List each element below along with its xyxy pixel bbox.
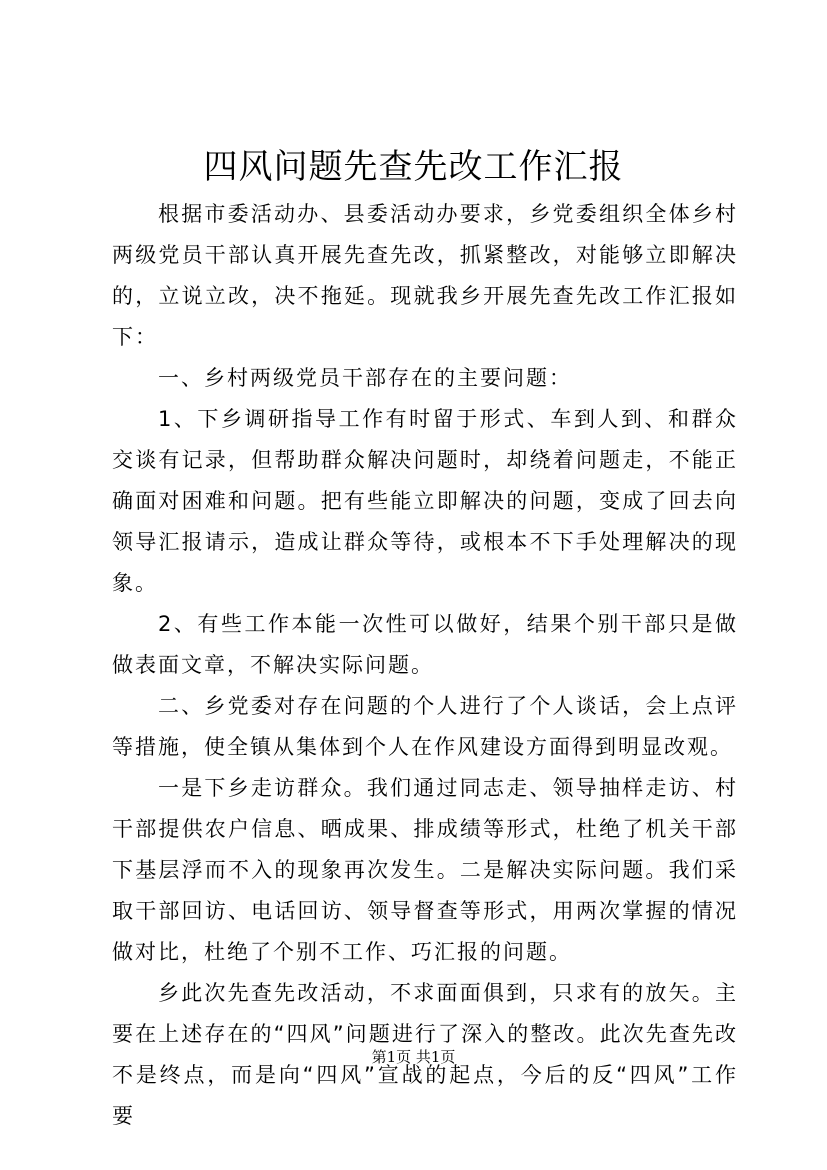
paragraph-conclusion: 乡此次先查先改活动，不求面面俱到，只求有的放矢。主要在上述存在的“四风”问题进行了深入的整改。此次先查先改不是终点，而是向“四风”宣战的起点，今后的反“四风”工作要 [112, 981, 738, 1128]
document-title: 四风问题先查先改工作汇报 [203, 147, 624, 187]
paragraph-issue-1: 1、下乡调研指导工作有时留于形式、车到人到、和群众交谈有记录，但帮助群众解决问题时，却绕着问题走，不能正确面对困难和问题。把有些能立即解决的问题，变成了回去向领导汇报请示，造成让群众等待，或根本不下手处理解决的现象。 [112, 407, 738, 595]
paragraph-measures: 一是下乡走访群众。我们通过同志走、领导抽样走访、村干部提供农户信息、晒成果、排成绩等形式，杜绝了机关干部下基层浮而不入的现象再次发生。二是解决实际问题。我们采取干部回访、电话回访、领导督查等形式，用两次掌握的情况做对比，杜绝了个别不工作、巧汇报的问题。 [112, 776, 738, 964]
paragraph-section-1-heading: 一、乡村两级党员干部存在的主要问题： [158, 366, 572, 390]
page-footer [0, 1047, 827, 1067]
document-body [112, 194, 738, 1137]
paragraph-intro: 根据市委活动办、县委活动办要求，乡党委组织全体乡村两级党员干部认真开展先查先改，抓紧整改，对能够立即解决的，立说立改，决不拖延。现就我乡开展先查先改工作汇报如下： [112, 202, 738, 349]
paragraph-section-2: 二、乡党委对存在问题的个人进行了个人谈话，会上点评等措施，使全镇从集体到个人在作风建设方面得到明显改观。 [112, 694, 738, 759]
paragraph-issue-2: 2、有些工作本能一次性可以做好，结果个别干部只是做做表面文章，不解决实际问题。 [112, 612, 738, 677]
page-number-label: 第1页 共1页 [371, 1048, 456, 1066]
